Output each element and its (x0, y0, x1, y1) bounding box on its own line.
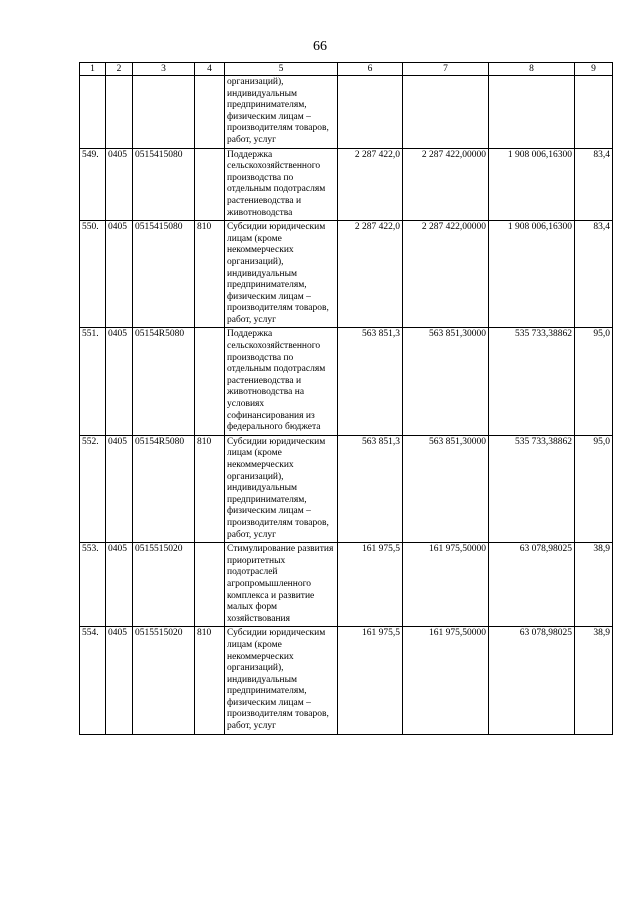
row-number-cell: 551. (80, 328, 106, 435)
row-number-cell: 552. (80, 435, 106, 542)
executed-amount-cell: 63 078,98025 (489, 627, 575, 734)
column-header: 3 (133, 63, 195, 76)
refined-amount-cell: 563 851,30000 (403, 435, 489, 542)
expense-type-cell: 810 (195, 435, 225, 542)
section-code-cell: 0405 (106, 148, 133, 221)
description-cell: Поддержка сельскохозяйственного производства по отдельным подотраслям растениеводства и животноводства (225, 148, 338, 221)
refined-amount-cell: 563 851,30000 (403, 328, 489, 435)
row-number-cell: 554. (80, 627, 106, 734)
planned-amount-cell: 563 851,3 (338, 435, 403, 542)
row-number-cell (80, 76, 106, 149)
target-item-cell (133, 76, 195, 149)
planned-amount-cell: 2 287 422,0 (338, 221, 403, 328)
execution-percent-cell: 95,0 (575, 435, 613, 542)
executed-amount-cell: 535 733,38862 (489, 328, 575, 435)
planned-amount-cell (338, 76, 403, 149)
refined-amount-cell: 161 975,50000 (403, 627, 489, 734)
target-item-cell: 0515415080 (133, 221, 195, 328)
execution-percent-cell: 83,4 (575, 148, 613, 221)
column-header: 4 (195, 63, 225, 76)
executed-amount-cell: 1 908 006,16300 (489, 221, 575, 328)
expense-type-cell: 810 (195, 221, 225, 328)
column-header: 7 (403, 63, 489, 76)
row-number-cell: 550. (80, 221, 106, 328)
expense-type-cell (195, 543, 225, 627)
table-row (80, 221, 613, 328)
executed-amount-cell: 63 078,98025 (489, 543, 575, 627)
refined-amount-cell: 2 287 422,00000 (403, 221, 489, 328)
row-number-cell: 553. (80, 543, 106, 627)
refined-amount-cell: 161 975,50000 (403, 543, 489, 627)
table-row (80, 76, 613, 149)
column-header: 2 (106, 63, 133, 76)
planned-amount-cell: 161 975,5 (338, 627, 403, 734)
executed-amount-cell (489, 76, 575, 149)
description-cell: Субсидии юридическим лицам (кроме некоммерческих организаций), индивидуальным предпринимателям, физическим лицам – производителям товаров, работ, услуг (225, 627, 338, 734)
execution-percent-cell: 38,9 (575, 627, 613, 734)
planned-amount-cell: 2 287 422,0 (338, 148, 403, 221)
column-header: 9 (575, 63, 613, 76)
description-cell: организаций), индивидуальным предпринимателям, физическим лицам – производителям товаров, работ, услуг (225, 76, 338, 149)
column-header: 8 (489, 63, 575, 76)
description-cell: Субсидии юридическим лицам (кроме некоммерческих организаций), индивидуальным предпринимателям, физическим лицам – производителям товаров, работ, услуг (225, 221, 338, 328)
column-header: 5 (225, 63, 338, 76)
planned-amount-cell: 563 851,3 (338, 328, 403, 435)
execution-percent-cell: 38,9 (575, 543, 613, 627)
table-row (80, 148, 613, 221)
column-header: 1 (80, 63, 106, 76)
execution-percent-cell: 95,0 (575, 328, 613, 435)
target-item-cell: 0515415080 (133, 148, 195, 221)
refined-amount-cell (403, 76, 489, 149)
description-cell: Поддержка сельскохозяйственного производства по отдельным подотраслям растениеводства и животноводства на условиях софинансирования из федерального бюджета (225, 328, 338, 435)
table-row (80, 543, 613, 627)
table-header-row (80, 63, 613, 76)
target-item-cell: 05154R5080 (133, 328, 195, 435)
table-row (80, 627, 613, 734)
section-code-cell: 0405 (106, 328, 133, 435)
execution-percent-cell: 83,4 (575, 221, 613, 328)
budget-table (79, 62, 613, 735)
target-item-cell: 05154R5080 (133, 435, 195, 542)
description-cell: Стимулирование развития приоритетных подотраслей агропромышленного комплекса и развитие малых форм хозяйствования (225, 543, 338, 627)
executed-amount-cell: 1 908 006,16300 (489, 148, 575, 221)
expense-type-cell (195, 328, 225, 435)
table-row (80, 435, 613, 542)
expense-type-cell: 810 (195, 627, 225, 734)
executed-amount-cell: 535 733,38862 (489, 435, 575, 542)
section-code-cell (106, 76, 133, 149)
target-item-cell: 0515515020 (133, 543, 195, 627)
section-code-cell: 0405 (106, 221, 133, 328)
section-code-cell: 0405 (106, 435, 133, 542)
column-header: 6 (338, 63, 403, 76)
refined-amount-cell: 2 287 422,00000 (403, 148, 489, 221)
expense-type-cell (195, 76, 225, 149)
expense-type-cell (195, 148, 225, 221)
table-row (80, 328, 613, 435)
target-item-cell: 0515515020 (133, 627, 195, 734)
description-cell: Субсидии юридическим лицам (кроме некоммерческих организаций), индивидуальным предпринимателям, физическим лицам – производителям товаров, работ, услуг (225, 435, 338, 542)
planned-amount-cell: 161 975,5 (338, 543, 403, 627)
page-number: 66 (313, 39, 327, 54)
execution-percent-cell (575, 76, 613, 149)
section-code-cell: 0405 (106, 543, 133, 627)
section-code-cell: 0405 (106, 627, 133, 734)
row-number-cell: 549. (80, 148, 106, 221)
